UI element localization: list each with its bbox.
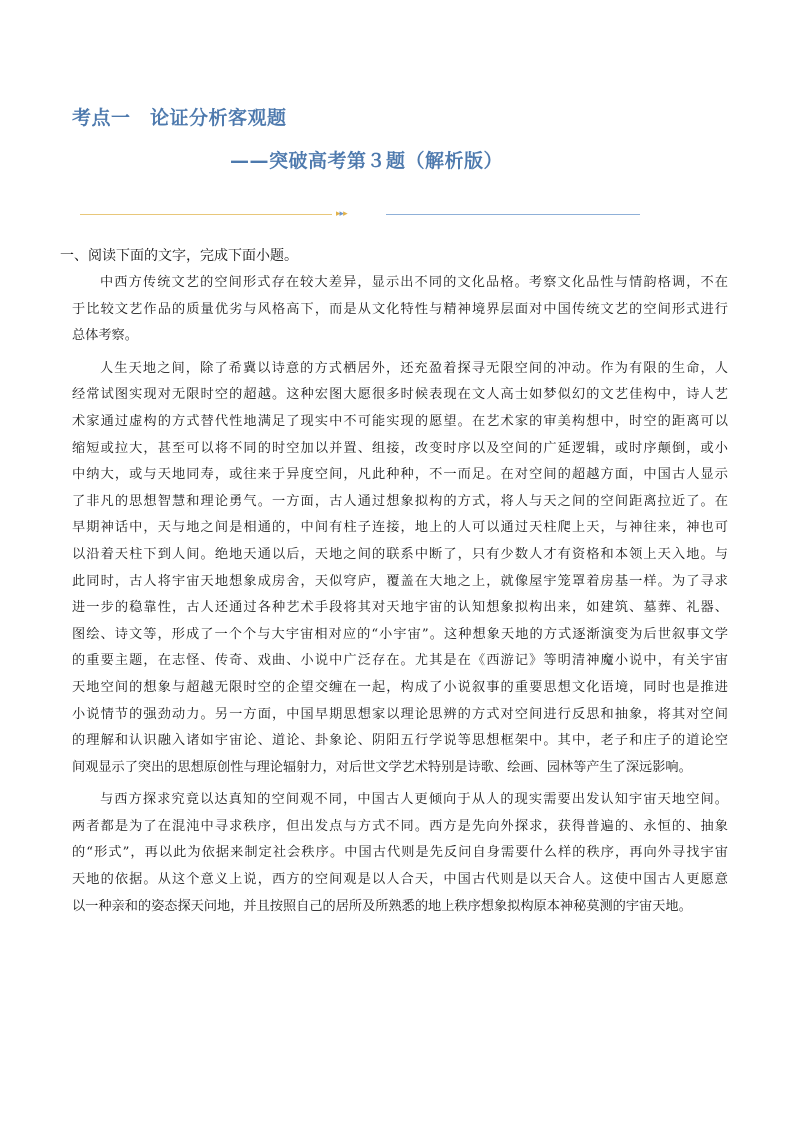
passage-line: 经常试图实现对无限时空的超越。这种宏图大愿很多时候表现在文人高士如梦似幻的文艺佳构中，诗人艺	[72, 387, 728, 403]
passage-line: 以沿着天柱下到人间。绝地天通以后，天地之间的联系中断了，只有少数人才有资格和本领上天入地。与	[72, 546, 728, 562]
passage-line: 中西方传统文艺的空间形式存在较大差异，显示出不同的文化品格。考察文化品性与情韵格调，不在	[100, 275, 728, 290]
passage-line: 天地空间的想象与超越无限时空的企望交缠在一起，构成了小说叙事的重要思想文化语境，同时也是推进	[72, 679, 728, 695]
page-subtitle: ——突破高考第３题（解析版）	[230, 150, 504, 172]
passage-line: 于比较文艺作品的质量优劣与风格高下，而是从文化特性与精神境界层面对中国传统文艺的空间形式进行	[72, 301, 728, 317]
passage-line: 早期神话中，天与地之间是相通的，中间有柱子连接，地上的人可以通过天柱爬上天，与神往来，神也可	[72, 520, 728, 536]
passage-line: 的理解和认识融入诸如宇宙论、道论、卦象论、阴阳五行学说等思想框架中。其中，老子和庄子的道论空	[72, 733, 728, 749]
passage-line: 术家通过虚构的方式替代性地满足了现实中不可能实现的愿望。在艺术家的审美构想中，时空的距离可以	[72, 413, 728, 429]
passage-paragraph-2	[72, 356, 728, 782]
passage-line: 缩短或拉大，甚至可以将不同的时空加以并置、组接，改变时序以及空间的广延逻辑，或时序颠倒，或小	[72, 440, 728, 456]
passage-line: 人生天地之间，除了希冀以诗意的方式栖居外，还充盈着探寻无限空间的冲动。作为有限的生命，人	[100, 360, 728, 376]
passage-line: 两者都是为了在混沌中寻求秩序，但出发点与方式不同。西方是先向外探求，获得普遍的、永恒的、抽象	[72, 818, 728, 834]
passage-line: 以一种亲和的姿态探天问地，并且按照自己的居所及所熟悉的地上秩序想象拟构原本神秘莫测的宇宙天地。	[72, 898, 692, 914]
passage-line: 小说情节的强劲动力。另一方面，中国早期思想家以理论思辨的方式对空间进行反思和抽象，将其对空间	[72, 706, 728, 722]
passage-paragraph-1	[72, 270, 728, 350]
page-title: 考点一 论证分析客观题	[72, 107, 287, 129]
arrow-right-icon: ▸	[336, 209, 340, 219]
divider-left-line	[80, 214, 332, 215]
passage-line: 间观显示了突出的思想原创性与理论辐射力，对后世文学艺术特别是诗歌、绘画、园林等产生了深远影响。	[72, 759, 692, 775]
passage-paragraph-3	[72, 787, 728, 920]
passage-line: 总体考察。	[72, 328, 138, 344]
passage-line: 此同时，古人将宇宙天地想象成房舍，天似穹庐，覆盖在大地之上，就像屋宇笼罩着房基一样。为了寻求	[72, 573, 728, 589]
passage-line: 与西方探求究竟以达真知的空间观不同，中国古人更倾向于从人的现实需要出发认知宇宙天地空间。	[100, 792, 728, 808]
question-prompt: 一、阅读下面的文字，完成下面小题。	[60, 248, 298, 264]
reading-passage	[72, 270, 728, 920]
arrow-right-icon: ▸	[339, 209, 344, 219]
divider-right-line	[386, 214, 640, 215]
passage-line: 的“形式”，再以此为依据来制定社会秩序。中国古代则是先反问自身需要什么样的秩序，再向外寻找宇宙	[72, 845, 728, 861]
passage-line: 的重要主题，在志怪、传奇、戏曲、小说中广泛存在。尤其是在《西游记》等明清神魔小说中，有关宇宙	[72, 653, 728, 669]
passage-line: 图绘、诗文等，形成了一个个与大宇宙相对应的“小宇宙”。这种想象天地的方式逐渐演变为后世叙事文学	[72, 626, 728, 642]
arrow-right-icon: ▸	[343, 209, 347, 219]
passage-line: 进一步的稳靠性，古人还通过各种艺术手段将其对天地宇宙的认知想象拟构出来，如建筑、墓葬、礼器、	[72, 600, 728, 616]
passage-line: 了非凡的思想智慧和理论勇气。一方面，古人通过想象拟构的方式，将人与天之间的空间距离拉近了。在	[72, 493, 728, 509]
passage-line: 中纳大，或与天地同寿，或往来于异度空间，凡此种种，不一而足。在对空间的超越方面，中国古人显示	[72, 467, 728, 483]
passage-line: 天地的依据。从这个意义上说，西方的空间观是以人合天，中国古代则是以天合人。这使中国古人更愿意	[72, 872, 728, 888]
divider-arrows-icon	[336, 208, 347, 220]
